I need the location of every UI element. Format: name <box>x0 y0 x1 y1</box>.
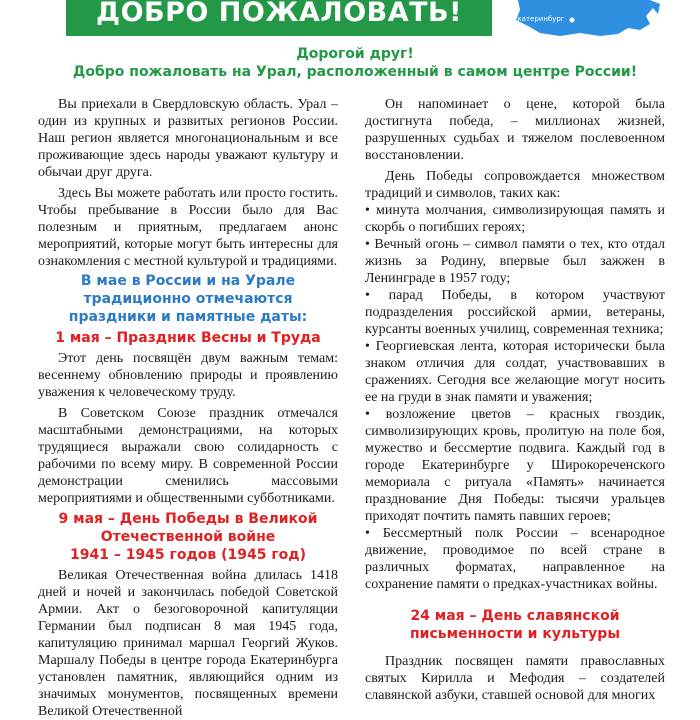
may9-heading-years: 1941 – 1945 годов (1945 год) <box>69 547 307 563</box>
may1-paragraph-2: В Советском Союзе праздник отмечался масштабными демонстрациями, на которых трудящиеся выражали свою солидарность с рабочими по всему миру. В современной России демонстрации сменились массовыми мероприятиями и общественными субботниками. <box>38 406 338 506</box>
tradition-bullet-4: • Георгиевская лента, которая исторически была знаком отличия для солдат, участвовавших в сражениях. Сегодня все желающие могут носить ее на груди в знак памяти и уважения; <box>365 339 665 405</box>
tradition-bullet-2: • Вечный огонь – символ памяти о тех, кто отдал жизнь за Родину, впервые был зажжен в Ленинграде в 1957 году; <box>365 237 665 286</box>
left-paragraph-1: Вы приехали в Свердловскую область. Урал – один из крупных и развитых регионов России. Наш регион является многонациональным и все проживающие здесь народы уважают культуру и обычаи друг друга. <box>38 97 338 180</box>
banner-title: ДОБРО ПОЖАЛОВАТЬ! <box>96 0 462 28</box>
may-holidays-heading: В мае в России и на Урале традиционно отмечаются праздники и памятные даты: <box>68 273 308 325</box>
region-map-icon <box>500 0 660 46</box>
greeting-line-2: Добро пожаловать на Урал, расположенный в самом центре России! <box>72 64 638 80</box>
tradition-bullet-3: • парад Победы, в котором участвуют подразделения российской армии, ветераны, курсанты военных училищ, современная техника; <box>365 288 665 337</box>
may1-paragraph-1: Этот день посвящён двум важным темам: весеннему обновлению природы и проявлению уважения к человеческому труду. <box>38 351 338 400</box>
welcome-banner <box>66 0 492 36</box>
may9-paragraph: Великая Отечественная война длилась 1418 дней и ночей и закончилась победой Советской Армии. Акт о безоговорочной капитуляции Германии был подписан 8 мая 1945 года, капитуляцию принимал маршал Георгий Жуков. Маршалу Победы в центре города Екатеринбурга установлен памятник, являющийся одним из значимых монументов, посвященных времени Великой Отечественной <box>38 568 338 719</box>
left-paragraph-2: Здесь Вы можете работать или просто гостить. Чтобы пребывание в России было для Вас полезным и приятным, предлагаем анонс мероприятий, которые могут быть интересны для ознакомления с местной культурой и традициями. <box>38 186 338 269</box>
right-paragraph-1: Он напоминает о цене, которой была достигнута победа, – миллионах жизней, разрушенных судьбах и тяжелом послевоенном восстановлении. <box>365 97 665 163</box>
tradition-bullet-5: • возложение цветов – красных гвоздик, символизирующих кровь, пролитую на поле боя, мужество и бессмертие подвига. Каждый год в городе Екатеринбурге у Широкореченского мемориала с ритуала «Память» начинается празднование Дня Победы: тысячи уральцев приходят почтить память павших героев; <box>365 407 665 524</box>
tradition-bullet-1: • минута молчания, символизирующая память и скорбь о погибших героях; <box>365 203 665 235</box>
region-map <box>500 0 660 46</box>
may1-heading: 1 мая – Праздник Весны и Труда <box>55 330 321 346</box>
may24-paragraph: Праздник посвящен памяти православных святых Кирилла и Мефодия – создателей славянской азбуки, ставшей основой для многих <box>365 654 665 703</box>
may9-heading: 9 мая – День Победы в Великой Отечественной войне <box>58 511 318 545</box>
right-column <box>365 96 665 704</box>
may24-heading: 24 мая – День славянской письменности и культуры <box>410 608 620 642</box>
map-city-label: Екатеринбург <box>513 15 565 23</box>
left-column <box>38 96 338 720</box>
tradition-bullet-6: • Бессмертный полк России – всенародное движение, проводимое по всей стране в различных форматах, направленное на сохранение памяти о предках-участниках войны. <box>365 526 665 592</box>
right-paragraph-2: День Победы сопровождается множеством традиций и символов, таких как: <box>365 169 665 201</box>
greeting-line-1: Дорогой друг! <box>296 46 414 62</box>
